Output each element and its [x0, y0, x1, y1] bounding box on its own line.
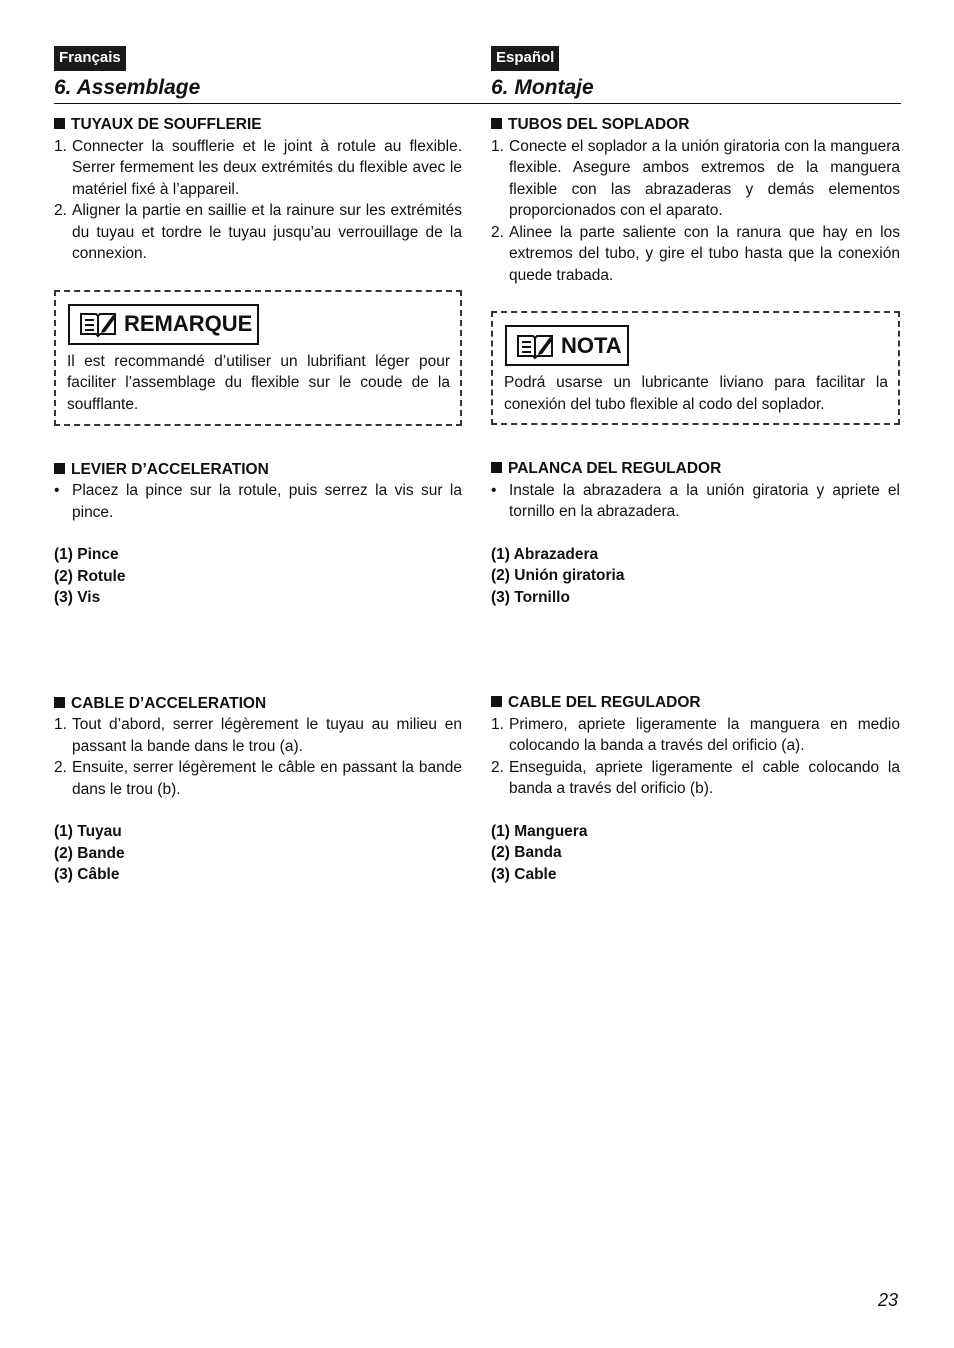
note-text: Podrá usarse un lubricante liviano para facilitar la conexión del tubo flexible al codo del soplador.: [504, 374, 888, 413]
section-title: 6. Assemblage: [54, 76, 201, 99]
black-square-icon: [491, 462, 502, 473]
list-item: 1. Primero, apriete ligeramente la manguera en medio colocando la banda a través del orificio (a).: [491, 715, 900, 754]
section-title: 6. Montaje: [491, 76, 594, 99]
parts-list: (1) Tuyau (2) Bande (3) Câble: [54, 823, 125, 883]
note-box: [54, 290, 462, 426]
notebook-pencil-icon: [78, 310, 118, 338]
note-label: NOTA: [505, 325, 629, 366]
throttle-cable-section: [491, 692, 900, 885]
bullet-item: • Placez la pince sur la rotule, puis serrez la vis sur la pince.: [54, 482, 462, 521]
notebook-pencil-icon: [515, 332, 555, 360]
parts-list: (1) Pince (2) Rotule (3) Vis: [54, 546, 126, 606]
subsection-heading: LEVIER D’ACCELERATION: [54, 459, 462, 481]
black-square-icon: [491, 118, 502, 129]
black-square-icon: [54, 118, 65, 129]
list-item: 2. Enseguida, apriete ligeramente el cable colocando la banda a través del orificio (b).: [491, 758, 900, 797]
note-box: [491, 311, 900, 425]
subsection-heading: CABLE D’ACCELERATION: [54, 693, 462, 715]
subsection-heading: TUBOS DEL SOPLADOR: [491, 114, 900, 136]
page-number: 23: [878, 1290, 899, 1310]
spanish-column: [491, 46, 900, 885]
blower-tubes-section: [491, 114, 900, 286]
note-label: REMARQUE: [68, 304, 259, 345]
parts-list: (1) Manguera (2) Banda (3) Cable: [491, 822, 588, 883]
throttle-cable-section: [54, 693, 462, 886]
list-item: 2. Aligner la partie en saillie et la rainure sur les extrémités du tuyau et tordre le tuyau jusqu’au verrouillage de la connexion.: [54, 202, 462, 262]
language-tag: Español: [491, 46, 559, 71]
black-square-icon: [54, 463, 65, 474]
parts-list: (1) Abrazadera (2) Unión giratoria (3) Tornillo: [491, 545, 625, 606]
black-square-icon: [54, 697, 65, 708]
list-item: 2. Alinee la parte saliente con la ranura que hay en los extremos del tubo, y gire el tubo hasta que la conexión quede trabada.: [491, 223, 900, 284]
list-item: 1. Connecter la soufflerie et le joint à rotule au flexible. Serrer fermement les deux extrémités du flexible avec le matériel fixé à l’appareil.: [54, 137, 462, 198]
list-item: 1. Tout d’abord, serrer légèrement le tuyau au milieu en passant la bande dans le trou (a).: [54, 716, 462, 755]
black-square-icon: [491, 696, 502, 707]
subsection-heading: CABLE DEL REGULADOR: [491, 692, 900, 714]
subsection-heading: TUYAUX DE SOUFFLERIE: [54, 114, 462, 136]
blower-tubes-section: [54, 114, 462, 265]
language-tag: Français: [54, 46, 126, 71]
note-text: Il est recommandé d’utiliser un lubrifiant léger pour faciliter l’assemblage du flexible sur le coude de la soufflante.: [67, 352, 450, 413]
list-item: 1. Conecte el soplador a la unión giratoria con la manguera flexible. Asegure ambos extremos de la manguera flexible con las abrazaderas y demás elementos proporcionados con el aparato.: [491, 137, 900, 219]
list-item: 2. Ensuite, serrer légèrement le câble en passant la bande dans le trou (b).: [54, 759, 462, 798]
french-column: [54, 46, 462, 886]
subsection-heading: PALANCA DEL REGULADOR: [491, 458, 900, 480]
throttle-lever-section: [491, 458, 900, 608]
throttle-lever-section: [54, 459, 462, 609]
bullet-item: • Instale la abrazadera a la unión giratoria y apriete el tornillo en la abrazadera.: [491, 481, 900, 520]
